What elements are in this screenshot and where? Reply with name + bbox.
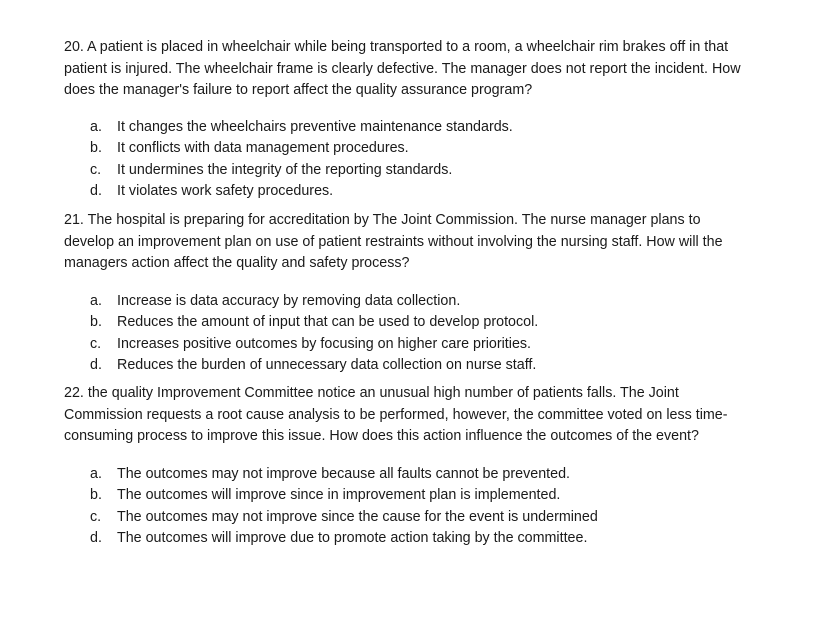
- option-text: It violates work safety procedures.: [117, 183, 334, 199]
- option-text: Reduces the amount of input that can be used to develop protocol.: [117, 314, 539, 330]
- answer-options: [64, 117, 754, 203]
- option-text: It conflicts with data management procedures.: [117, 140, 409, 156]
- option-text: The outcomes may not improve because all faults cannot be prevented.: [117, 465, 570, 482]
- option-text: Increase is data accuracy by removing data collection.: [117, 292, 461, 309]
- answer-option-c[interactable]: [64, 507, 754, 529]
- option-letter: c.: [90, 161, 102, 178]
- answer-options: [64, 464, 754, 550]
- answer-option-b[interactable]: [64, 485, 754, 507]
- answer-option-a[interactable]: [64, 291, 754, 313]
- question-stem: 21. The hospital is preparing for accreditation by The Joint Commission. The nurse manager plans to develop an improvement plan on use of patient restraints without involving the nursing staff. How will the managers action affect the quality and safety process?: [64, 212, 723, 271]
- option-letter: a.: [90, 118, 102, 135]
- option-letter: d.: [90, 183, 102, 199]
- answer-option-c[interactable]: [64, 160, 754, 182]
- option-letter: c.: [90, 508, 102, 525]
- question-stem: 22. the quality Improvement Committee notice an unusual high number of patients falls. The Joint Commission requests a root cause analysis to be performed, however, the committee voted on less time-consuming process to improve this issue. How does this action influence the outcomes of the event?: [64, 385, 728, 444]
- option-text: It changes the wheelchairs preventive maintenance standards.: [117, 118, 513, 135]
- option-text: The outcomes will improve since in improvement plan is implemented.: [117, 487, 561, 503]
- question-21: [64, 210, 754, 377]
- question-20: [64, 37, 754, 203]
- answer-option-a[interactable]: [64, 464, 754, 486]
- answer-option-a[interactable]: [64, 117, 754, 139]
- answer-options: [64, 291, 754, 377]
- option-letter: a.: [90, 465, 102, 482]
- option-text: Reduces the burden of unnecessary data collection on nurse staff.: [117, 357, 537, 373]
- question-stem: 20. A patient is placed in wheelchair while being transported to a room, a wheelchair rim brakes off in that patient is injured. The wheelchair frame is clearly defective. The manager does not report the incident. How does the manager's failure to report affect the quality assurance program?: [64, 39, 741, 98]
- option-letter: c.: [90, 335, 102, 352]
- answer-option-c[interactable]: [64, 334, 754, 356]
- question-22: [64, 383, 754, 550]
- option-letter: b.: [90, 487, 102, 503]
- option-letter: a.: [90, 292, 102, 309]
- option-text: The outcomes may not improve since the cause for the event is undermined: [117, 508, 598, 525]
- answer-option-d[interactable]: [64, 181, 754, 203]
- answer-option-b[interactable]: [64, 138, 754, 160]
- answer-option-d[interactable]: [64, 528, 754, 550]
- option-text: The outcomes will improve due to promote action taking by the committee.: [117, 530, 588, 546]
- option-letter: d.: [90, 530, 102, 546]
- answer-option-d[interactable]: [64, 355, 754, 377]
- answer-option-b[interactable]: [64, 312, 754, 334]
- option-letter: b.: [90, 314, 102, 330]
- option-text: It undermines the integrity of the reporting standards.: [117, 161, 453, 178]
- option-letter: b.: [90, 140, 102, 156]
- option-text: Increases positive outcomes by focusing on higher care priorities.: [117, 335, 532, 352]
- option-letter: d.: [90, 357, 102, 373]
